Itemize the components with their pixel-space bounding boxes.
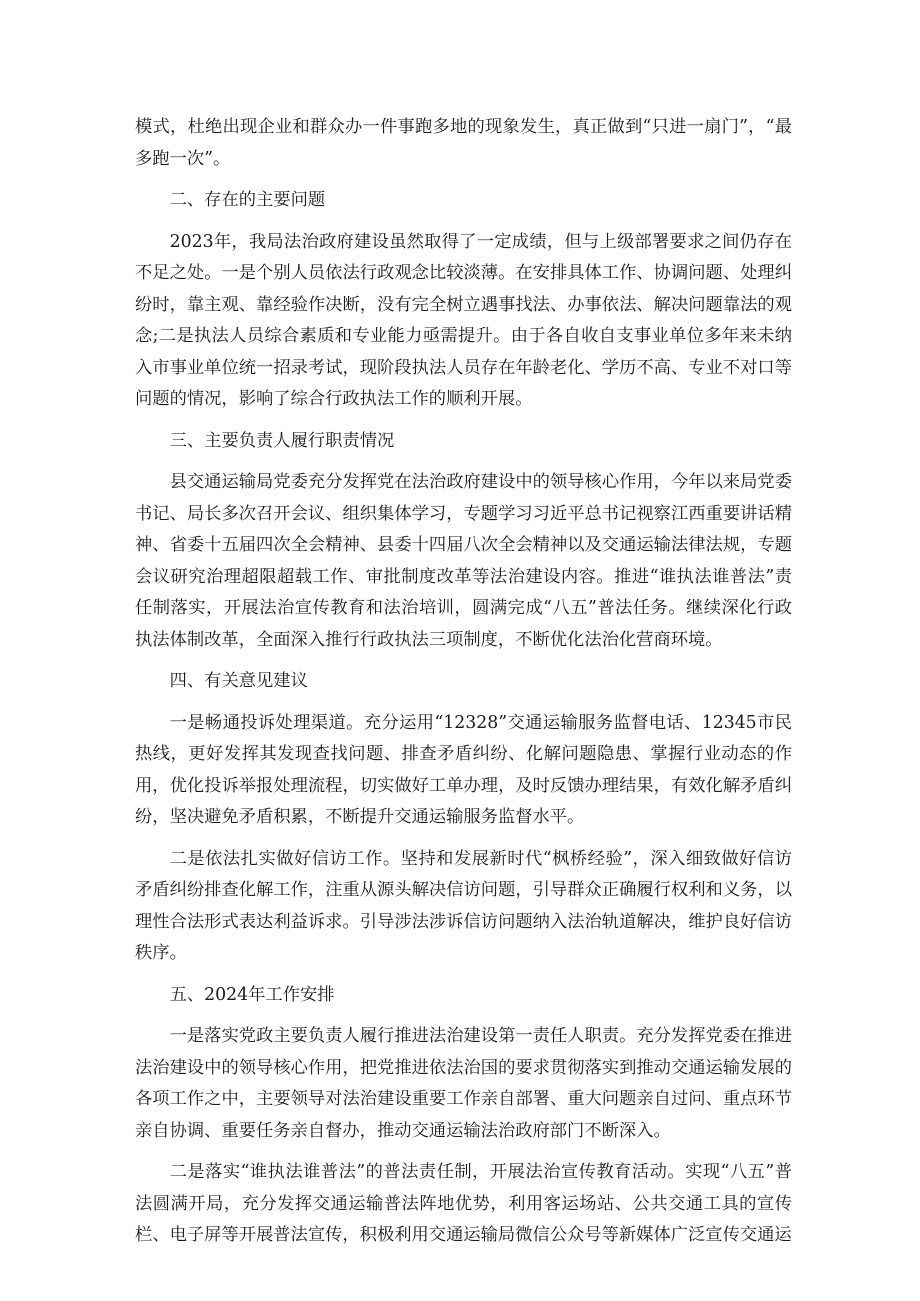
paragraph-plan-1: 一是落实党政主要负责人履行推进法治建设第一责任人职责。充分发挥党委在推进法治建设中的领导核心作用，把党推进依法治国的要求贯彻落实到推动交通运输发展的各项工作之中，主要领导对法治建设重要工作亲自部署、重大问题亲自过问、重点环节亲自协调、重要任务亲自督办，推动交通运输法治政府部门不断深入。	[135, 1026, 792, 1141]
paragraph-duties: 县交通运输局党委充分发挥党在法治政府建设中的领导核心作用，今年以来局党委书记、局长多次召开会议、组织集体学习，专题学习习近平总书记视察江西重要讲话精神、省委十五届四次全会精神、县委十四届八次全会精神以及交通运输法律法规，专题会议研究治理超限超载工作、审批制度改革等法治建设内容。推进“谁执法谁普法”责任制落实，开展法治宣传教育和法治培训，圆满完成“八五”普法任务。继续深化行政执法体制改革，全面深入推行行政执法三项制度，不断优化法治化营商环境。	[135, 472, 792, 650]
section-heading-2: 二、存在的主要问题	[169, 190, 326, 210]
paragraph-suggestion-1: 一是畅通投诉处理渠道。充分运用“12328”交通运输服务监督电话、12345市民热线，更好发挥其发现查找问题、排查矛盾纠纷、化解问题隐患、掌握行业动态的作用，优化投诉举报处理流程，切实做好工单办理，及时反馈办理结果，有效化解矛盾纠纷，坚决避免矛盾积累，不断提升交通运输服务监督水平。	[135, 712, 792, 827]
section-heading-3: 三、主要负责人履行职责情况	[169, 430, 395, 451]
section-heading-5: 五、2024年工作安排	[169, 984, 335, 1005]
paragraph-continuation: 模式，杜绝出现企业和群众办一件事跑多地的现象发生，真正做到“只进一扇门”，“最多跑一次”。	[135, 117, 792, 169]
section-heading-4: 四、有关意见建议	[169, 671, 308, 691]
paragraph-plan-2: 二是落实“谁执法谁普法”的普法责任制，开展法治宣传教育活动。实现“八五”普法圆满开局，充分发挥交通运输普法阵地优势，利用客运场站、公共交通工具的宣传栏、电子屏等开展普法宣传，积极利用交通运输局微信公众号等新媒体广泛宣传交通运	[135, 1162, 792, 1245]
paragraph-problems: 2023年，我局法治政府建设虽然取得了一定成绩，但与上级部署要求之间仍存在不足之处。一是个别人员依法行政观念比较淡薄。在安排具体工作、协调问题、处理纠纷时，靠主观、靠经验作决断，没有完全树立遇事找法、办事依法、解决问题靠法的观念;二是执法人员综合素质和专业能力亟需提升。由于各自收自支事业单位多年来未纳入市事业单位统一招录考试，现阶段执法人员存在年龄老化、学历不高、专业不对口等问题的情况，影响了综合行政执法工作的顺利开展。	[135, 231, 792, 409]
paragraph-suggestion-2: 二是依法扎实做好信访工作。坚持和发展新时代“枫桥经验”，深入细致做好信访矛盾纠纷排查化解工作，注重从源头解决信访问题，引导群众正确履行权利和义务，以理性合法形式表达利益诉求。引导涉法涉诉信访问题纳入法治轨道解决，维护良好信访秩序。	[135, 848, 792, 963]
